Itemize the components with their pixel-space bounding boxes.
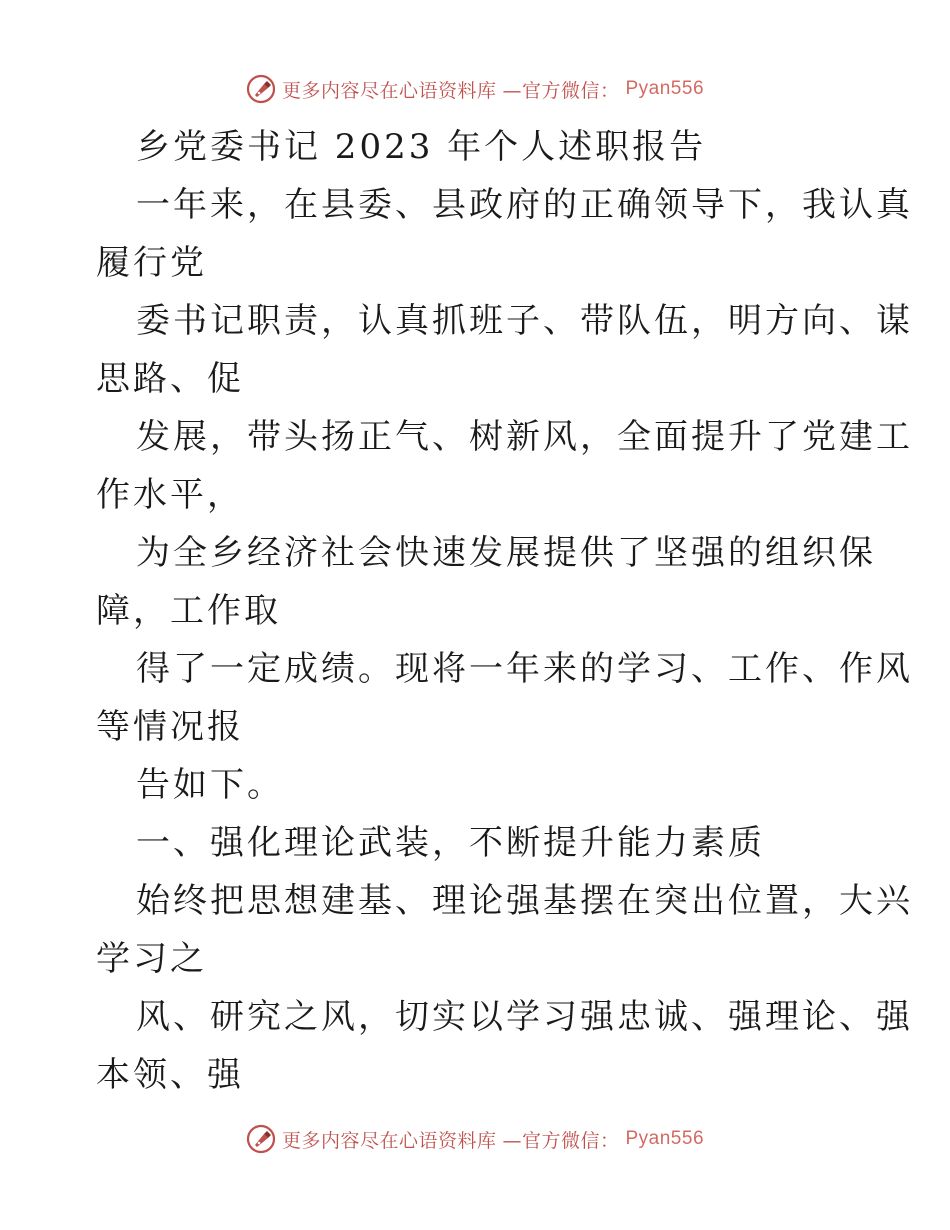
paragraph-line: 作水平， (96, 475, 244, 515)
paragraph-line: 为全乡经济社会快速发展提供了坚强的组织保 (136, 533, 876, 573)
paragraph-line: 等情况报 (96, 707, 244, 747)
paragraph-line: 风、研究之风，切实以学习强忠诚、强理论、强 (136, 997, 913, 1037)
watermark-separator: —官方微信： (502, 1129, 620, 1152)
paragraph-line: 得了一定成绩。现将一年来的学习、工作、作风 (136, 649, 913, 689)
paragraph-line: 告如下。 (136, 765, 284, 805)
paragraph-line: 障，工作取 (96, 591, 281, 631)
paragraph-line: 履行党 (96, 243, 207, 283)
pen-nib-logo-icon (246, 1124, 276, 1154)
paragraph-line: 一年来，在县委、县政府的正确领导下，我认真 (136, 185, 913, 225)
paragraph-line: 乡党委书记 2023 年个人述职报告 (136, 127, 707, 167)
header-watermark (0, 74, 950, 104)
paragraph-line: 本领、强 (96, 1055, 244, 1095)
paragraph-line: 委书记职责，认真抓班子、带队伍，明方向、谋 (136, 301, 913, 341)
watermark-brand: Pyan556 (625, 1128, 705, 1149)
paragraph-line: 一、强化理论武装，不断提升能力素质 (136, 823, 765, 863)
paragraph-line: 思路、促 (96, 359, 244, 399)
watermark-brand: Pyan556 (625, 78, 705, 99)
footer-watermark (0, 1124, 950, 1154)
pen-nib-logo-icon (246, 74, 276, 104)
paragraph-line: 始终把思想建基、理论强基摆在突出位置，大兴 (136, 881, 913, 921)
watermark-text: 更多内容尽在心语资料库 (281, 1129, 497, 1152)
watermark-text: 更多内容尽在心语资料库 (281, 79, 497, 102)
watermark-separator: —官方微信： (502, 79, 620, 102)
paragraph-line: 学习之 (96, 939, 207, 979)
document-body (96, 118, 913, 1104)
paragraph-line: 发展，带头扬正气、树新风，全面提升了党建工 (136, 417, 913, 457)
